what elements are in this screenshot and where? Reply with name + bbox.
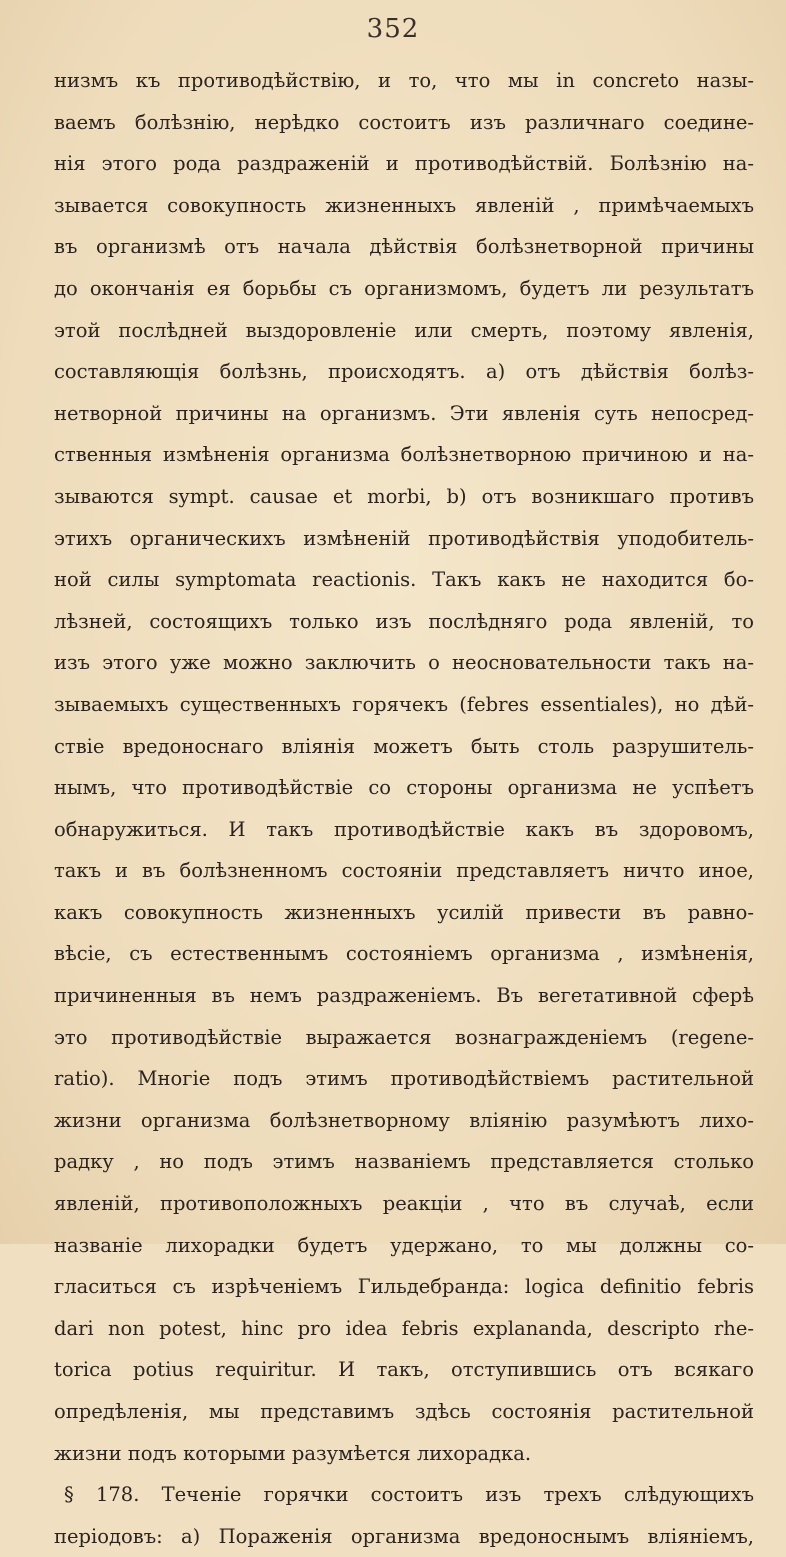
- text-line: нымъ, что противодѣйствіе со стороны организма не успѣетъ: [54, 776, 754, 800]
- text-line: torica potius requiritur. И такъ, отступившись отъ всякаго: [54, 1358, 754, 1382]
- text-line: зывается совокупность жизненныхъ явленій , примѣчаемыхъ: [54, 193, 754, 217]
- text-line: гласиться съ изрѣченіемъ Гильдебранда: logica definitio febris: [54, 1275, 754, 1299]
- text-line: ствіе вредоноснаго вліянія можетъ быть столь разрушитель-: [54, 734, 754, 758]
- text-line: жизни подъ которыми разумѣется лихорадка.: [54, 1441, 532, 1465]
- text-line: ной силы symptomata reactionis. Такъ какъ не находится бо-: [54, 568, 754, 592]
- text-line: это противодѣйствіе выражается вознагражденіемъ (regene-: [54, 1025, 754, 1049]
- text-line: опредѣленія, мы представимъ здѣсь состоянія растительной: [54, 1400, 754, 1423]
- text-line: зываются sympt. causae et morbi, b) отъ возникшаго противъ: [54, 484, 754, 508]
- text-line: нія этого рода раздраженій и противодѣйствій. Болѣзнію на-: [54, 152, 754, 176]
- text-line: ratio). Многіе подъ этимъ противодѣйствіемъ растительной: [54, 1067, 754, 1091]
- text-line: составляющія болѣзнь, происходятъ. а) отъ дѣйствія болѣз-: [54, 360, 754, 384]
- text-line: обнаружиться. И такъ противодѣйствіе какъ въ здоровомъ,: [54, 817, 754, 841]
- body-text: [54, 60, 754, 1557]
- text-line: лѣзней, состоящихъ только изъ послѣдняго рода явленій, то: [54, 609, 754, 633]
- text-line: причиненныя въ немъ раздраженіемъ. Въ вегетативной сферѣ: [54, 984, 754, 1008]
- page-number: 352: [366, 14, 420, 44]
- text-line: періодовъ: а) Пораженія организма вредоноснымъ вліяніемъ,: [54, 1524, 754, 1548]
- text-line: до окончанія ея борьбы съ организмомъ, будетъ ли результатъ: [54, 276, 754, 300]
- text-line: изъ этого уже можно заключить о неосновательности такъ на-: [54, 651, 754, 675]
- text-line: вѣсіе, съ естественнымъ состояніемъ организма , измѣненія,: [54, 942, 754, 966]
- text-line: этой послѣдней выздоровленіе или смерть, поэтому явленія,: [54, 318, 754, 342]
- text-line: какъ совокупность жизненныхъ усилій привести въ равно-: [54, 900, 754, 924]
- section-heading-line: § 178. Теченіе горячки состоитъ изъ трехъ слѣдующихъ: [64, 1483, 754, 1507]
- text-line: такъ и въ болѣзненномъ состояніи представляетъ ничто иное,: [54, 859, 754, 883]
- text-line: низмъ къ противодѣйствію, и то, что мы in concreto назы-: [54, 69, 754, 92]
- text-line: зываемыхъ существенныхъ горячекъ (febres essentiales), но дѣй-: [54, 692, 754, 716]
- text-line: ственныя измѣненія организма болѣзнетворною причиною и на-: [54, 443, 754, 467]
- text-line: ваемъ болѣзнію, нерѣдко состоитъ изъ различнаго соедине-: [54, 110, 754, 134]
- text-line: dari non potest, hinc pro idea febris explananda, descripto rhe-: [54, 1316, 754, 1340]
- text-line: явленій, противоположныхъ реакціи , что въ случаѣ, если: [54, 1192, 754, 1216]
- text-line: въ организмѣ отъ начала дѣйствія болѣзнетворной причины: [54, 235, 754, 259]
- text-line: радку , но подъ этимъ названіемъ представляется столько: [54, 1150, 754, 1174]
- text-line: жизни организма болѣзнетворному вліянію разумѣютъ лихо-: [54, 1108, 754, 1132]
- text-line: этихъ органическихъ измѣненій противодѣйствія уподобитель-: [54, 526, 754, 550]
- text-line: нетворной причины на организмъ. Эти явленія суть непосред-: [54, 401, 754, 425]
- text-line: названіе лихорадки будетъ удержано, то мы должны со-: [54, 1233, 754, 1257]
